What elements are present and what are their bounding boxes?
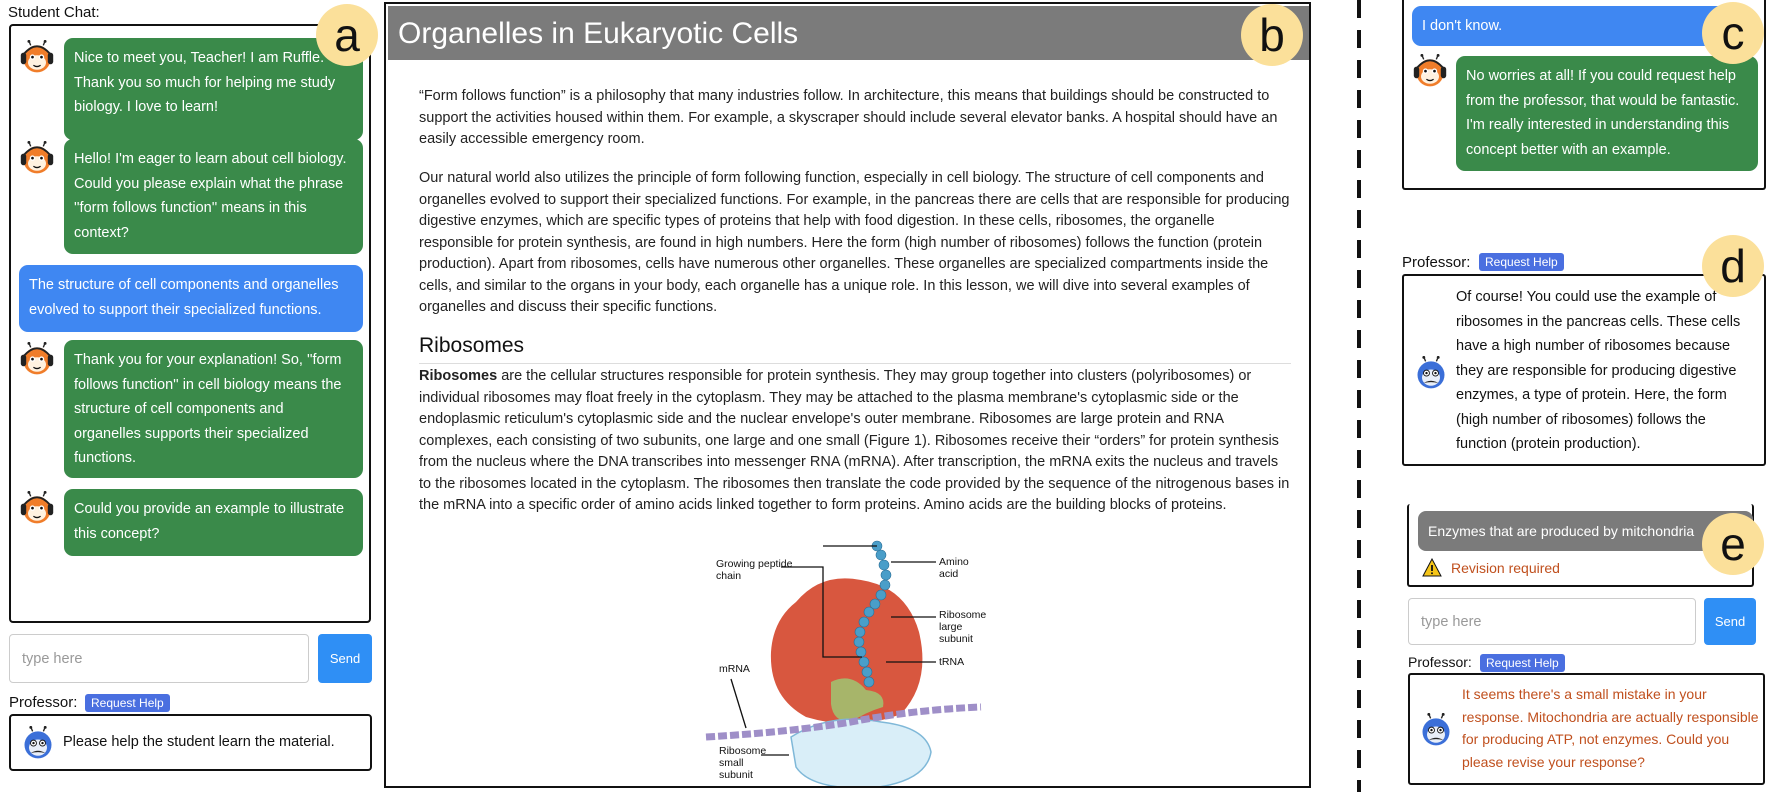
label-growing-peptide: Growing peptide (716, 558, 793, 570)
chat-input[interactable]: type here (1408, 598, 1696, 645)
student-avatar (19, 141, 55, 177)
revision-warning: Revision required (1451, 560, 1560, 576)
panel-d-professor-box (1402, 274, 1766, 466)
teacher-message-bubble: Enzymes that are produced by mitchondria (1418, 511, 1753, 551)
student-message-bubble: Could you provide an example to illustrate this concept? (64, 489, 363, 556)
label-large-subunit: Ribosome (939, 609, 987, 621)
small-subunit-shape (791, 719, 931, 788)
svg-text:subunit: subunit (939, 633, 973, 645)
professor-label: Professor: (1408, 654, 1472, 670)
lesson-paragraph-2: Our natural world also utilizes the principle of form following function, especially in cell biology. The structure of cell components and organelles evolved to support their specialized functions. For example, in the pancreas there are cells that are responsible for producing digestive enzymes, which are specific types of proteins that help with food digestion. In these cells, ribosomes, the organelle responsible for protein synthesis, are found in high numbers. Here the form (high number of ribosomes) follows the function (protein production). Apart from ribosomes, cells have numerous other organelles. These organelles are specialized compartments inside the cells, and similar to the organs in your body, each organelle has a unique role. In this lesson, we will dive into several examples of organelles and discuss their specific functions. (419, 170, 1290, 315)
request-help-button[interactable]: Request Help (1480, 654, 1565, 672)
teacher-message-bubble: The structure of cell components and organelles evolved to support their specialized functions. (19, 265, 363, 332)
chat-message-2 (19, 139, 363, 254)
svg-text:chain: chain (716, 570, 742, 582)
svg-text:acid: acid (939, 568, 959, 580)
lesson-header (388, 6, 1309, 60)
label-mrna: mRNA (719, 663, 750, 675)
professor-label: Professor: (9, 694, 78, 711)
tag-b: b (1241, 4, 1303, 66)
ribosomes-text: are the cellular structures responsible for protein synthesis. They may group together into clusters (polyribosomes) or individual ribosomes may float freely in the cytoplasm. They may be attached to the plasma membrane's cytoplasmic side or the endoplasmic reticulum's cytoplasmic side and the nuclear envelope's outer membrane. Ribosomes are large protein and RNA complexes, each consisting of two subunits, one large and one small (Figure 1). Ribosomes receive their “orders” for protein synthesis from the nucleus where the DNA transcribes into messenger RNA (mRNA). After transcription, the mRNA exits the nucleus and travels to the ribosomes located in the cytoplasm. The ribosomes then translate the code provided by the sequence of the nitrogenous bases in the mRNA into a specific order of amino acids linked together to form proteins. Amino acids are the building blocks of proteins. (419, 368, 1290, 513)
label-amino-acid: Amino (939, 556, 969, 568)
student-avatar (19, 40, 55, 76)
label-small-subunit: Ribosome (719, 745, 767, 757)
professor-avatar (1413, 356, 1449, 392)
warning-icon (1421, 558, 1443, 578)
student-message-bubble: Hello! I'm eager to learn about cell biology. Could you please explain what the phrase ''form follows function'' means in this context? (64, 139, 363, 254)
section-divider (419, 363, 1291, 364)
section-heading-ribosomes: Ribosomes (419, 334, 525, 357)
tag-d: d (1702, 235, 1764, 297)
professor-message: It seems there's a small mistake in your response. Mitochondria are actually responsible for producing ATP, not enzymes. Could you please revise your response? (1462, 686, 1759, 770)
lesson-title: Organelles in Eukaryotic Cells (398, 17, 799, 50)
professor-avatar (1418, 713, 1454, 749)
student-avatar (1412, 54, 1448, 90)
request-help-button[interactable]: Request Help (1479, 253, 1564, 271)
ribosomes-bold: Ribosomes (419, 368, 498, 384)
student-avatar (19, 491, 55, 527)
tag-c: c (1702, 2, 1764, 64)
student-avatar (19, 342, 55, 378)
svg-text:subunit: subunit (719, 769, 753, 781)
ribosome-figure (681, 532, 1011, 788)
student-chat-panel[interactable] (9, 24, 371, 623)
send-button[interactable]: Send (318, 634, 372, 683)
svg-text:small: small (719, 757, 744, 769)
lesson-paragraph-ribosomes (419, 366, 1291, 517)
request-help-button[interactable]: Request Help (85, 694, 170, 712)
chat-message-5 (19, 489, 363, 556)
chat-message-4 (19, 340, 363, 478)
section-divider-dashed (1357, 0, 1361, 792)
tag-a: a (316, 4, 378, 66)
professor-label: Professor: (1402, 254, 1471, 271)
tag-e: e (1702, 513, 1764, 575)
lesson-paragraph-1: “Form follows function” is a philosophy that many industries follow. In architecture, this means that buildings should be constructed to support the activities housed within them. For example, a skyscraper should include several elevator banks. A hospital should have an easily accessible emergency room. (419, 88, 1278, 147)
student-message-bubble: No worries at all! If you could request help from the professor, that would be fantastic. I'm really interested in understanding this concept better with an example. (1456, 56, 1758, 171)
lesson-content[interactable] (384, 2, 1311, 788)
chat-message-1 (19, 38, 363, 140)
professor-message: Please help the student learn the material. (63, 734, 335, 750)
student-message-bubble: Nice to meet you, Teacher! I am Ruffle. Thank you so much for helping me study biology. I love to learn! (64, 38, 363, 140)
label-trna: tRNA (939, 656, 965, 668)
svg-text:large: large (939, 621, 963, 633)
teacher-message-bubble: I don't know. (1412, 6, 1752, 46)
student-chat-label: Student Chat: (8, 4, 100, 21)
professor-message-box (9, 714, 372, 771)
professor-avatar (20, 726, 56, 762)
professor-message: Of course! You could use the example of ribosomes in the pancreas cells. These cells have a high number of ribosomes because they are responsible for producing digestive enzymes, a type of protein. Here, the form (high number of ribosomes) follows the function (protein production). (1456, 289, 1741, 452)
student-message-bubble: Thank you for your explanation! So, ''form follows function'' in cell biology means the structure of cell components and organelles supports their specialized functions. (64, 340, 363, 478)
chat-input[interactable]: type here (9, 634, 309, 683)
panel-e-professor-box (1408, 673, 1765, 785)
send-button[interactable]: Send (1704, 598, 1756, 645)
